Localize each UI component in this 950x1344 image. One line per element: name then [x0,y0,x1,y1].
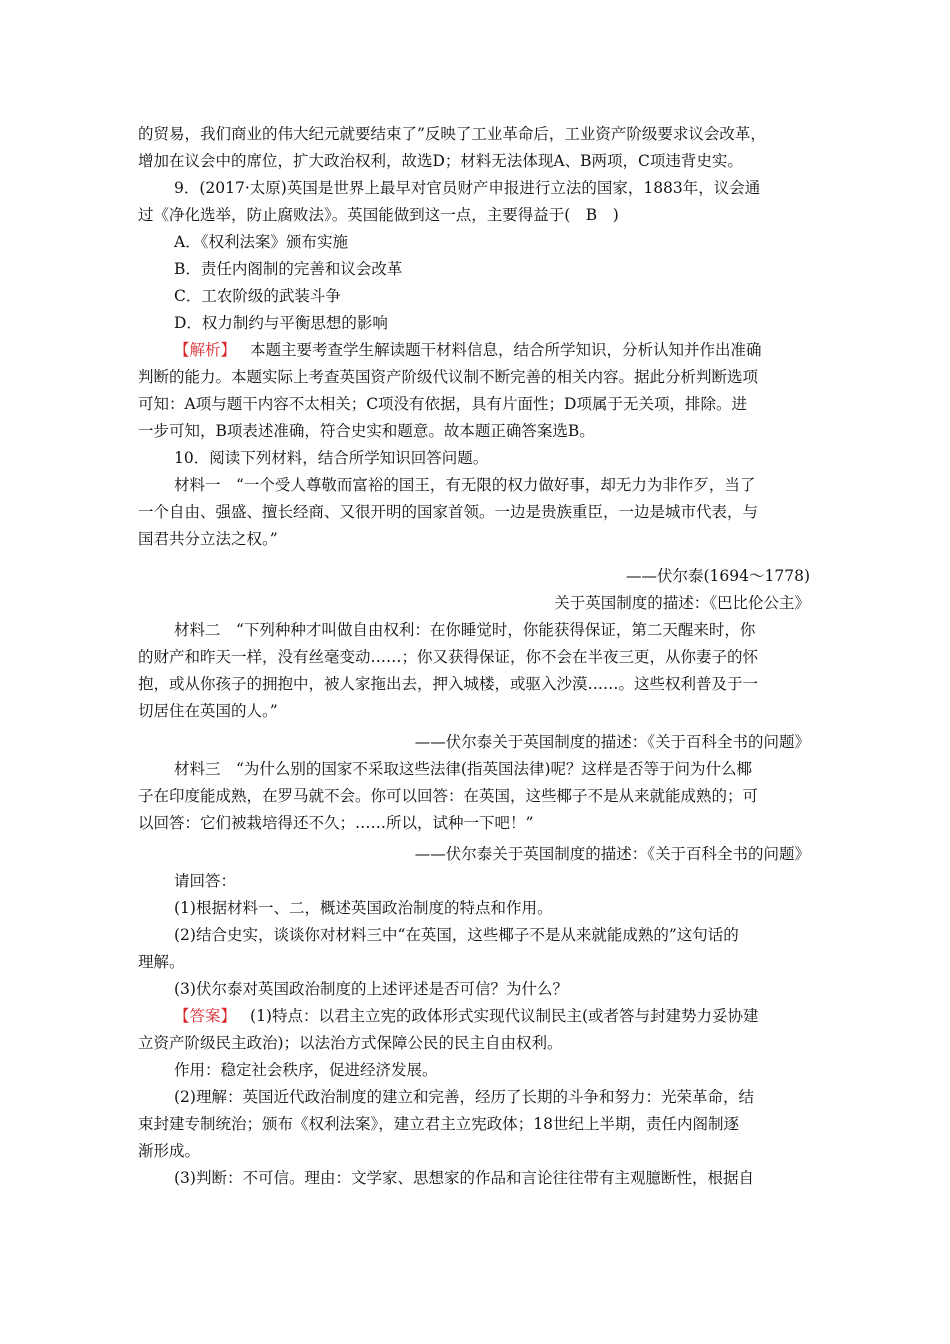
q9-analysis-line: 可知：A项与题干内容不太相关；C项没有依据，具有片面性；D项属于无关项，排除。进 [138,395,747,413]
answer-first-line [174,1006,810,1026]
material-2-line: 切居住在英国的人。” [138,702,278,720]
material-2-line: 抱，或从你孩子的拥抱中，被人家拖出去，押入城楼，或驱入沙漠……。这些权利普及于一 [138,675,759,693]
sub-question-1: (1)根据材料一、二，概述英国政治制度的特点和作用。 [174,899,553,917]
answer-line: 渐形成。 [138,1142,201,1160]
q9-option-b: B．责任内阁制的完善和议会改革 [174,260,403,278]
material-2-line: 材料二 “下列种种才叫做自由权利：在你睡觉时，你能获得保证，第二天醒来时，你 [174,621,756,639]
material-2-source: ——伏尔泰关于英国制度的描述：《关于百科全书的问题》 [414,733,810,751]
material-1-line: 材料一 “一个受人尊敬而富裕的国王，有无限的权力做好事，却无力为非作歹，当了 [174,476,756,494]
prev-analysis-line: 的贸易，我们商业的伟大纪元就要结束了”反映了工业革命后，工业资产阶级要求议会改革， [138,125,766,143]
sub-question-2: (2)结合史实，谈谈你对材料三中“在英国，这些椰子不是从来就能成熟的”这句话的 [174,926,739,944]
material-3-line: 材料三 “为什么别的国家不采取这些法律(指英国法律)呢？这样是否等于问为什么椰 [174,760,753,778]
q9-analysis-line: 判断的能力。本题实际上考查英国资产阶级代议制不断完善的相关内容。据此分析判断选项 [138,368,759,386]
q9-analysis-first-line [174,340,810,360]
q9-analysis-text: 本题主要考查学生解读题干材料信息，结合所学知识，分析认知并作出准确 [250,341,762,359]
material-2-line: 的财产和昨天一样，没有丝毫变动……；你又获得保证，你不会在半夜三更，从你妻子的怀 [138,648,759,666]
q9-analysis-line: 一步可知，B项表述准确，符合史实和题意。故本题正确答案选B。 [138,422,595,440]
answer-line: (3)判断：不可信。理由：文学家、思想家的作品和言论往往带有主观臆断性，根据自 [174,1169,754,1187]
answer-line: 作用：稳定社会秩序，促进经济发展。 [174,1061,438,1079]
sub-question-2-cont: 理解。 [138,953,185,971]
q10-stem: 10．阅读下列材料，结合所学知识回答问题。 [174,449,489,467]
material-1-line: 国君共分立法之权。” [138,530,278,548]
q9-stem-line: 9．(2017·太原)英国是世界上最早对官员财产申报进行立法的国家，1883年，议会通 [174,179,761,197]
material-3-line: 以回答：它们被栽培得还不久；……所以，试种一下吧！” [138,814,534,832]
ask-label: 请回答： [174,872,237,890]
q9-option-a: A．《权利法案》颁布实施 [174,233,348,251]
prev-analysis-line: 增加在议会中的席位，扩大政治权利，故选D；材料无法体现A、B两项，C项违背史实。 [138,152,743,170]
material-3-line: 子在印度能成熟，在罗马就不会。你可以回答：在英国，这些椰子不是从来就能成熟的；可 [138,787,759,805]
material-1-line: 一个自由、强盛、擅长经商、又很开明的国家首领。一边是贵族重臣，一边是城市代表，与 [138,503,759,521]
q9-option-d: D．权力制约与平衡思想的影响 [174,314,388,332]
analysis-tag: 【解析】 [174,341,237,359]
answer-line: 立资产阶级民主政治)；以法治方式保障公民的民主自由权利。 [138,1034,563,1052]
material-1-source-title: 关于英国制度的描述：《巴比伦公主》 [554,594,810,612]
q9-option-c: C．工农阶级的武装斗争 [174,287,341,305]
answer-tag: 【答案】 [174,1007,237,1025]
answer-text: (1)特点：以君主立宪的政体形式实现代议制民主(或者答与封建势力妥协建 [250,1007,759,1025]
q9-stem-line: 过《净化选举，防止腐败法》。英国能做到这一点，主要得益于( B ) [138,206,619,224]
answer-line: 束封建专制统治；颁布《权利法案》，建立君主立宪政体；18世纪上半期，责任内阁制逐 [138,1115,739,1133]
sub-question-3: (3)伏尔泰对英国政治制度的上述评述是否可信？为什么？ [174,980,568,998]
answer-line: (2)理解：英国近代政治制度的建立和完善，经历了长期的斗争和努力：光荣革命，结 [174,1088,754,1106]
material-1-source-author: ——伏尔泰(1694～1778) [626,567,810,585]
material-3-source: ——伏尔泰关于英国制度的描述：《关于百科全书的问题》 [414,845,810,863]
